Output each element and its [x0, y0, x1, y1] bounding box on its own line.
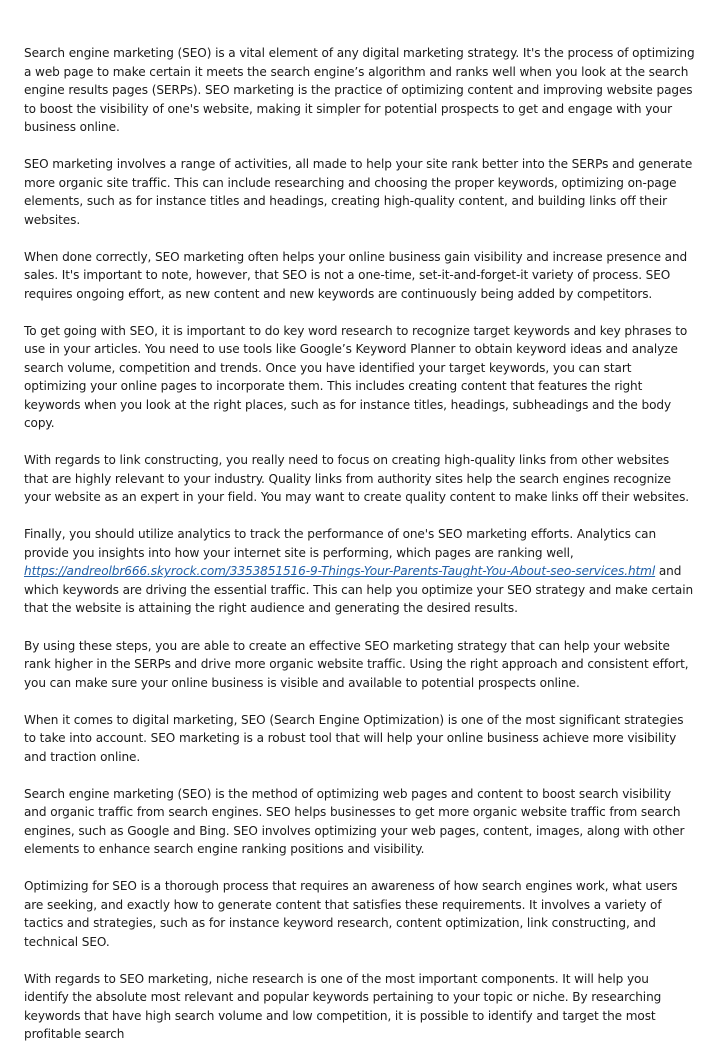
- paragraph-6: [24, 525, 696, 618]
- paragraph-9: Search engine marketing (SEO) is the method of optimizing web pages and content to boost search visibility and organic traffic from search engines. SEO helps businesses to get more organic website traffic from search engines, such as Google and Bing. SEO involves optimizing your web pages, content, images, along with other elements to enhance search engine ranking positions and visibility.: [24, 786, 685, 857]
- paragraph-3: When done correctly, SEO marketing often helps your online business gain visibility and increase presence and sales. It's important to note, however, that SEO is not a one-time, set-it-and-forget-it variety of process. SEO requires ongoing effort, as new content and new keywords are continuously being added by competitors.: [24, 249, 688, 301]
- paragraph-2: SEO marketing involves a range of activities, all made to help your site rank better into the SERPs and generate more organic site traffic. This can include researching and choosing the proper keywords, optimizing on-page elements, such as for instance titles and headings, creating high-quality content, and building links off their websites.: [24, 157, 693, 227]
- paragraph-6-after: and which keywords are driving the essential traffic. This can help you optimize your SEO strategy and make certain that the website is attaining the right audience and generating the desired results.: [24, 564, 694, 616]
- paragraph-11: With regards to SEO marketing, niche research is one of the most important components. It will help you identify the absolute most relevant and popular keywords pertaining to your topic or niche. By researching keywords that have high search volume and low competition, it is possible to identify and target the most profitable search: [24, 971, 662, 1042]
- paragraph-5: With regards to link constructing, you really need to focus on creating high-quality links from other websites that are highly relevant to your industry. Quality links from authority sites help the search engines recognize your website as an expert in your field. You may want to create quality content to make links off their websites.: [24, 453, 690, 505]
- paragraph-7: By using these steps, you are able to create an effective SEO marketing strategy that can help your website rank higher in the SERPs and drive more organic website traffic. Using the right approach and consistent effort, you can make sure your online business is visible and available to potential prospects online.: [24, 638, 689, 690]
- skyrock-link[interactable]: https://andreolbr666.skyrock.com/3353851516-9-Things-Your-Parents-Taught-You-About-seo-services.html: [24, 564, 656, 579]
- paragraph-10: Optimizing for SEO is a thorough process that requires an awareness of how search engines work, what users are seeking, and exactly how to generate content that satisfies these requirements. It involves a variety of tactics and strategies, such as for instance keyword research, content optimization, link constructing, and technical SEO.: [24, 879, 678, 949]
- paragraph-6-before: Finally, you should utilize analytics to track the performance of one's SEO marketing efforts. Analytics can provide you insights into how your internet site is performing, which pages are ranking well,: [24, 527, 657, 560]
- paragraph-1: Search engine marketing (SEO) is a vital element of any digital marketing strategy. It's the process of optimizing a web page to make certain it meets the search engine’s algorithm and ranks well when you look at the search engine results pages (SERPs). SEO marketing is the practice of optimizing content and improving website pages to boost the visibility of one's website, making it simpler for potential prospects to get and engage with your business online.: [24, 46, 695, 134]
- paragraph-8: When it comes to digital marketing, SEO (Search Engine Optimization) is one of the most significant strategies to take into account. SEO marketing is a robust tool that will help your online business achieve more visibility and traction online.: [24, 712, 684, 764]
- document-body: [24, 44, 696, 1063]
- paragraph-4: To get going with SEO, it is important to do key word research to recognize target keywords and key phrases to use in your articles. You need to use tools like Google’s Keyword Planner to obtain keyword ideas and analyze search volume, competition and trends. Once you have identified your target keywords, you can start optimizing your online pages to incorporate them. This includes creating content that features the right keywords when you look at the right places, such as for instance titles, headings, subheadings and the body copy.: [24, 323, 688, 431]
